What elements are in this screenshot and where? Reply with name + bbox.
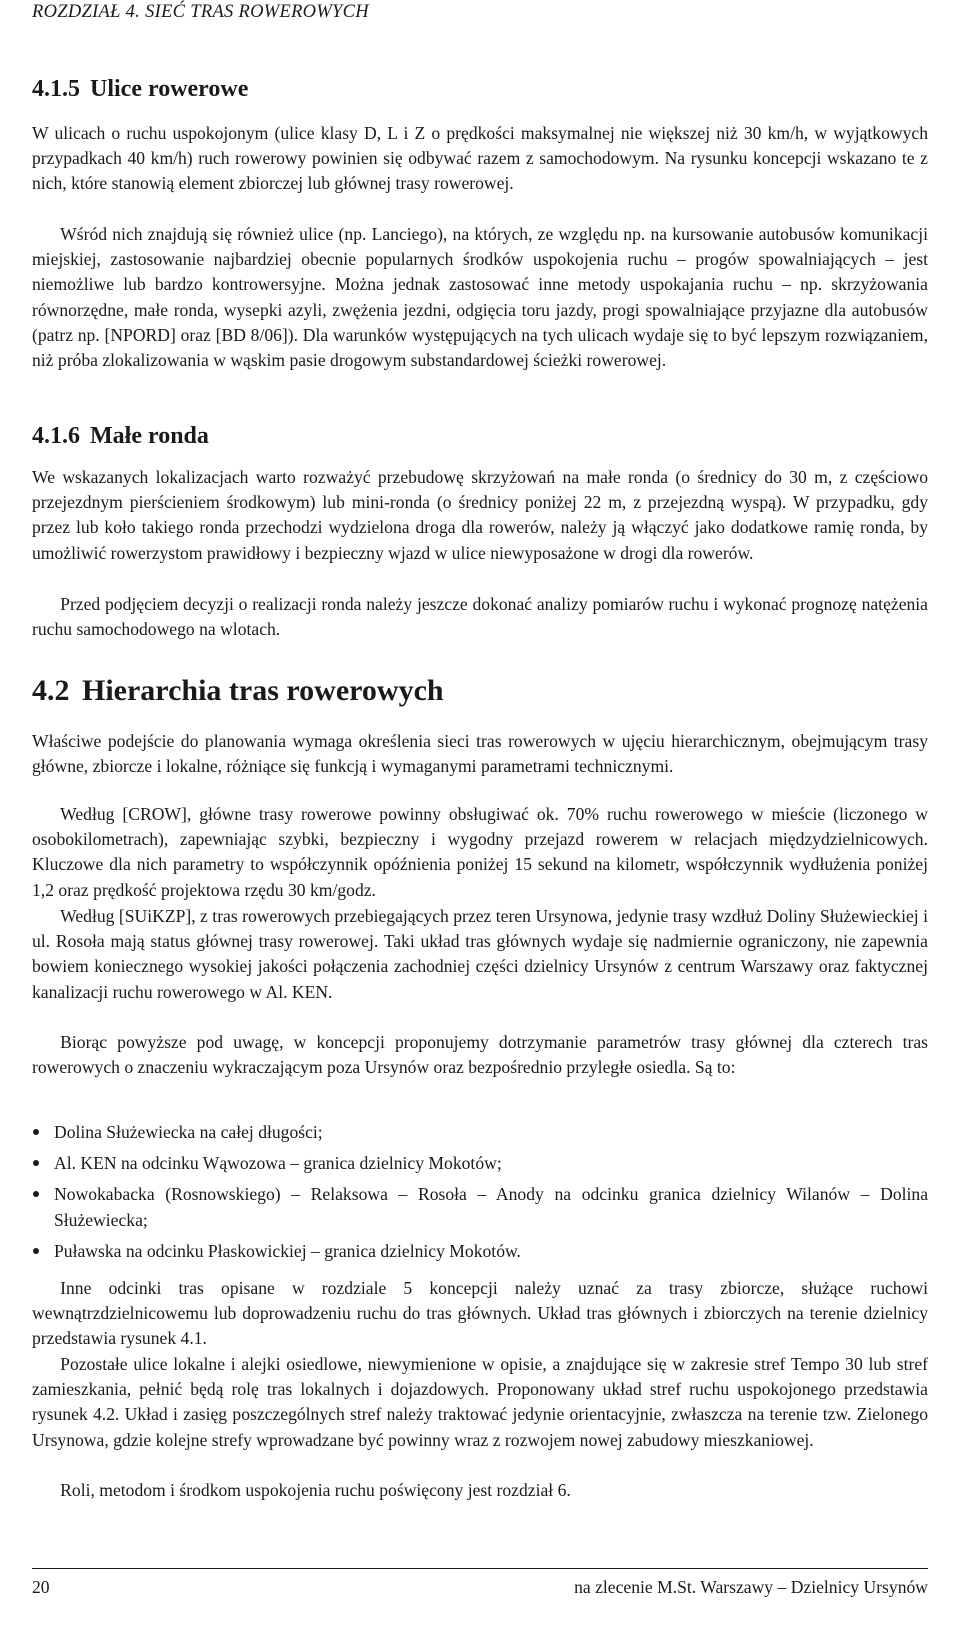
- bullet-icon: [33, 1248, 39, 1254]
- section-number: 4.1.6: [32, 423, 80, 449]
- paragraph: Inne odcinki tras opisane w rozdziale 5 koncepcji należy uznać za trasy zbiorcze, służące ruchowi wewnątrzdzielnicowemu lub doprowadzeniu ruchu do tras głównych. Układ tras głównych i zbiorczych na terenie dzielnicy przedstawia rysunek 4.1.: [32, 1278, 928, 1349]
- paragraph: We wskazanych lokalizacjach warto rozważyć przebudowę skrzyżowań na małe ronda (o średnicy do 30 m, z częściowo przejezdnym pierścieniem środkowym) lub mini-ronda (o średnicy poniżej 22 m, z przejezdną wyspą). W przypadku, gdy przez lub koło takiego ronda przechodzi wydzielona droga dla rowerów, należy ją włączyć jako dodatkowe ramię ronda, by umożliwić rowerzystom prawidłowy i bezpieczny wjazd w ulice niewyposażone w drogi dla rowerów.: [32, 467, 928, 563]
- section-title: Małe ronda: [90, 423, 209, 449]
- section-number: 4.1.5: [32, 76, 80, 102]
- bullet-icon: [33, 1129, 39, 1135]
- paragraph: Właściwe podejście do planowania wymaga określenia sieci tras rowerowych w ujęciu hierarchicznym, obejmującym trasy główne, zbiorcze i lokalne, różniące się funkcją i wymaganymi parametrami technicznymi.: [32, 731, 928, 777]
- paragraph: Pozostałe ulice lokalne i alejki osiedlowe, niewymienione w opisie, a znajdujące się w zakresie stref Tempo 30 lub stref zamieszkania, pełnić będą rolę tras lokalnych i dojazdowych. Proponowany układ stref ruchu uspokojonego przedstawia rysunek 4.2. Układ i zasięg poszczególnych stref należy traktować jedynie orientacyjnie, zwłaszcza na terenie tzw. Zielonego Ursynowa, gdzie kolejne strefy wprowadzane być powinny wraz z rozwojem nowej zabudowy mieszkaniowej.: [32, 1354, 928, 1450]
- section-title: Hierarchia tras rowerowych: [82, 674, 444, 707]
- paragraph: Według [SUiKZP], z tras rowerowych przebiegających przez teren Ursynowa, jedynie trasy wzdłuż Doliny Służewieckiej i ul. Rosoła mają status głównej trasy rowerowej. Taki układ tras głównych wydaje się nadmiernie ograniczony, nie zapewnia bowiem koniecznego wysokiej jakości połączenia zachodniej części dzielnicy Ursynów z centrum Warszawy oraz faktycznej kanalizacji ruchu rowerowego w Al. KEN.: [32, 906, 928, 1002]
- section-heading-4-2: [32, 674, 444, 708]
- paragraph: W ulicach o ruchu uspokojonym (ulice klasy D, L i Z o prędkości maksymalnej nie większej niż 30 km/h, w wyjątkowych przypadkach 40 km/h) ruch rowerowy powinien się odbywać razem z samochodowym. Na rysunku koncepcji wskazano te z nich, które stanowią element zbiorczej lub głównej trasy rowerowej.: [32, 123, 928, 194]
- list-item-text: Puławska na odcinku Płaskowickiej – granica dzielnicy Mokotów.: [54, 1240, 521, 1261]
- paragraph: Roli, metodom i środkom uspokojenia ruchu poświęcony jest rozdział 6.: [60, 1480, 571, 1500]
- page-number: 20: [32, 1577, 50, 1597]
- paragraph: Wśród nich znajdują się również ulice (np. Lanciego), na których, ze względu np. na kursowanie autobusów komunikacji miejskiej, zastosowanie najbardziej obecnie popularnych środków uspokojenia ruchu – progów spowalniających – jest niemożliwe lub bardzo kontrowersyjne. Można jednak zastosować inne metody uspokajania ruchu – np. skrzyżowania równorzędne, małe ronda, wysepki azyli, zwężenia jezdni, odgięcia toru jazdy, progi spowalniające przyjazne dla autobusów (patrz np. [NPORD] oraz [BD 8/06]). Dla warunków występujących na tych ulicach wydaje się to być lepszym rozwiązaniem, niż próba zlokalizowania w wąskim pasie drogowym substandardowej ścieżki rowerowej.: [32, 224, 928, 371]
- list-item-text: Dolina Służewiecka na całej długości;: [54, 1122, 323, 1142]
- section-heading-4-1-6: [32, 423, 209, 450]
- main-routes-list: [32, 1120, 928, 1264]
- section-number: 4.2: [32, 674, 70, 707]
- list-item: [32, 1182, 928, 1232]
- running-head: ROZDZIAŁ 4. SIEĆ TRAS ROWEROWYCH: [32, 2, 369, 22]
- section-heading-4-1-5: [32, 76, 248, 103]
- paragraph: Biorąc powyższe pod uwagę, w koncepcji proponujemy dotrzymanie parametrów trasy głównej dla czterech tras rowerowych o znaczeniu wykraczającym poza Ursynów oraz bezpośrednio przyległe osiedla. Są to:: [32, 1032, 928, 1078]
- paragraph: Według [CROW], główne trasy rowerowe powinny obsługiwać ok. 70% ruchu rowerowego w mieście (liczonego w osobokilometrach), zapewniając szybki, bezpieczny i wygodny przejazd rowerem w relacjach międzydzielnicowych. Kluczowe dla nich parametry to współczynnik opóźnienia poniżej 15 sekund na kilometr, współczynnik wydłużenia poniżej 1,2 oraz prędkość projektowa rzędu 30 km/godz.: [32, 804, 928, 900]
- list-item: [32, 1239, 928, 1264]
- paragraph: Przed podjęciem decyzji o realizacji ronda należy jeszcze dokonać analizy pomiarów ruchu i wykonać prognozę natężenia ruchu samochodowego na wlotach.: [32, 594, 928, 640]
- list-item-text: Al. KEN na odcinku Wąwozowa – granica dzielnicy Mokotów;: [54, 1153, 502, 1174]
- bullet-icon: [33, 1191, 39, 1197]
- section-title: Ulice rowerowe: [90, 76, 249, 102]
- list-item: [32, 1151, 928, 1176]
- bullet-icon: [33, 1160, 39, 1166]
- list-item: [32, 1120, 928, 1145]
- footer-credit: na zlecenie M.St. Warszawy – Dzielnicy Ursynów: [574, 1577, 928, 1597]
- footer-divider: [32, 1568, 928, 1569]
- list-item-text: Nowokabacka (Rosnowskiego) – Relaksowa – Rosoła – Anody na odcinku granica dzielnicy Wilanów – Dolina Służewiecka;: [54, 1184, 928, 1230]
